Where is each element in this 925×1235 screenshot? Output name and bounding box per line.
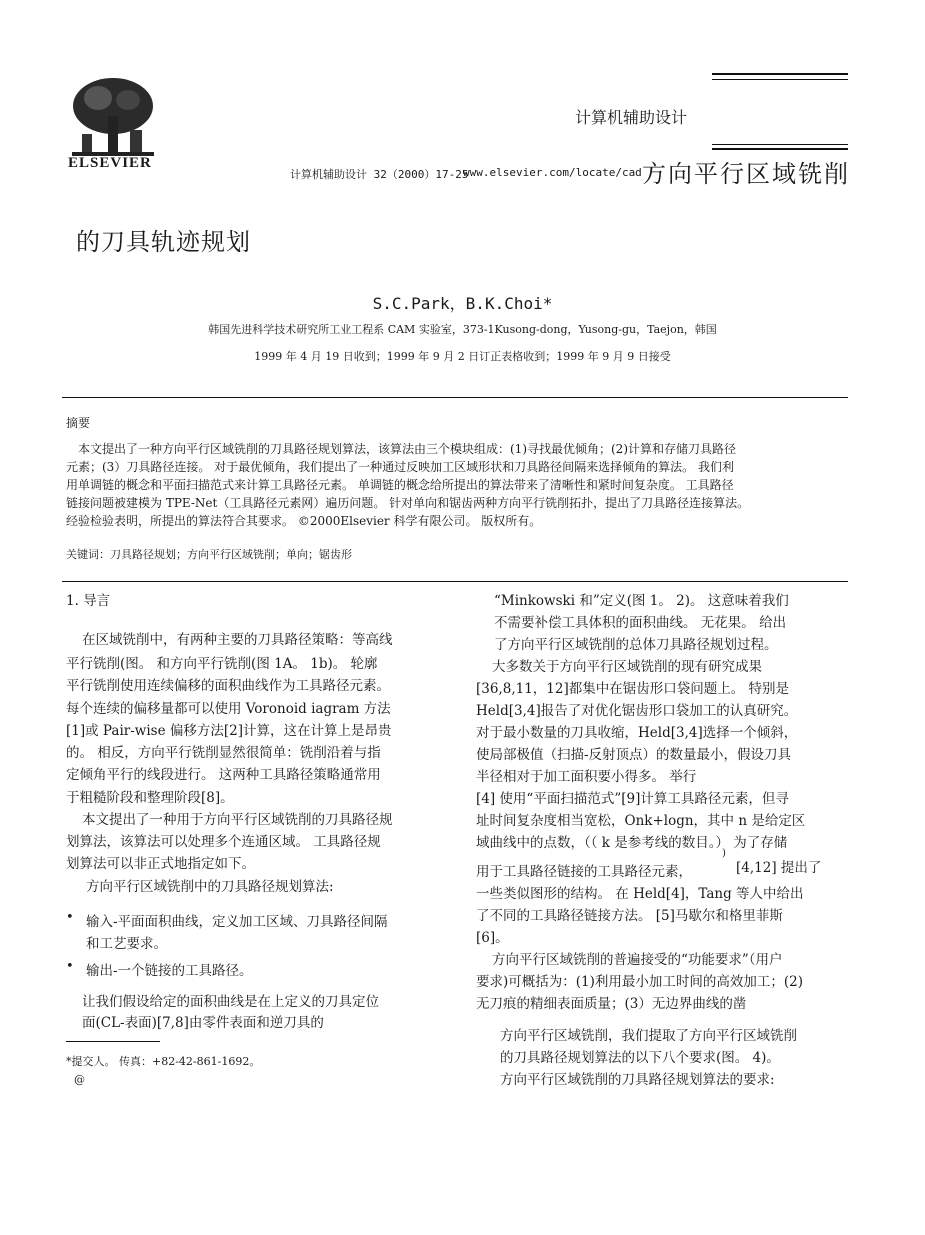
keywords: 关键词：刀具路径规划；方向平行区域铣削；单向；锯齿形 [66,548,352,561]
paragraph-line: 对于最小数量的刀具收缩，Held[3,4]选择一个倾斜， [476,725,798,741]
paragraph-line: Held[3,4]报告了对优化锯齿形口袋加工的认真研究。 [476,703,798,719]
paragraph-line: 大多数关于方向平行区域铣削的现有研究成果 [492,659,762,675]
citation: 计算机辅助设计 32（2000）17-25 [290,168,469,181]
abstract-line: 经验检验表明，所提出的算法符合其要求。 ©2000Elsevier 科学有限公司。 版权所有。 [66,514,542,528]
paragraph-line: 于粗糙阶段和整理阶段[8]。 [66,790,234,806]
paragraph-line: 一些类似图形的结构。 在 Held[4]，Tang 等人中给出 [476,886,804,902]
bullet-line: 输出-一个链接的工具路径。 [86,963,253,979]
paragraph-line: 平行铣削使用连续偏移的面积曲线作为工具路径元素。 [66,678,390,694]
abstract-line: 本文提出了一种方向平行区域铣削的刀具路径规划算法，该算法由三个模块组成：(1)寻找最优倾角；(2)计算和存储刀具路径 [78,442,737,456]
paragraph-line: 方向平行区域铣削的普遍接受的“功能要求”（用户 [492,952,783,968]
paragraph-line: “Minkowski 和”定义(图 1。 2)。 这意味着我们 [494,593,789,609]
paragraph-line: 不需要补偿工具体积的面积曲线。 无花果。 给出 [494,615,787,631]
footnote-rule [66,1041,160,1042]
abstract-line: 链接问题被建模为 TPE-Net（工具路径元素网）遍历问题。 针对单向和锯齿两种方向平行铣削拓扑，提出了刀具路径连接算法。 [66,496,750,510]
paragraph-line: 划算法，该算法可以处理多个连通区域。 工具路径规 [66,834,381,850]
publisher-name: ELSEVIER [68,155,152,171]
section-title: 1. 导言 [66,593,111,609]
left-column [66,0,446,1235]
authors: S.C.Park，B.K.Choi* [372,294,553,313]
paragraph-line: 本文提出了一种用于方向平行区域铣削的刀具路径规 [82,812,393,828]
footnote-at: @ [74,1073,85,1086]
journal-url[interactable]: www.elsevier.com/locate/cad [463,166,642,179]
paragraph-line: 了不同的工具路径链接方法。 [5]马歇尔和格里菲斯 [476,908,783,924]
received-dates: 1999 年 4 月 19 日收到；1999 年 9 月 2 日订正表格收到；1999 年 9 月 9 日接受 [254,350,671,363]
paragraph-line: 域曲线中的点数，（（ k 是参考线的数目。） 为了存储 [476,835,788,851]
paragraph-line: 用于工具路径链接的工具路径元素， [476,864,692,880]
paragraph-line: 每个连续的偏移量都可以使用 Voronoid iagram 方法 [66,701,391,717]
paragraph-line: 在区域铣削中，有两种主要的刀具路径策略：等高线 [82,632,393,648]
paragraph-line: 的刀具路径规划算法的以下八个要求(图。 4)。 [500,1050,780,1066]
paragraph-line: 无刀痕的精细表面质量；(3）无边界曲线的凿 [476,996,747,1012]
paragraph-line: 的。 相反，方向平行铣削显然很简单：铣削沿着与指 [66,745,381,761]
paper-title-line1: 方向平行区域铣削 [642,160,850,188]
superscript-paren: ) [722,848,726,859]
paragraph-line: 划算法可以非正式地指定如下。 [66,856,255,872]
paragraph-line: 定倾角平行的线段进行。 这两种工具路径策略通常用 [66,767,381,783]
footnote: *提交人。 传真：+82-42-861-1692。 [66,1055,261,1068]
journal-name: 计算机辅助设计 [575,108,688,127]
paragraph-line: [4] 使用“平面扫描范式”[9]计算工具路径元素，但寻 [476,791,789,807]
paragraph-line: 方向平行区域铣削的刀具路径规划算法的要求: [500,1072,775,1088]
paragraph-line: 方向平行区域铣削，我们提取了方向平行区域铣削 [500,1028,797,1044]
abstract-line: 用单调链的概念和平面扫描范式来计算工具路径元素。 单调链的概念给所提出的算法带来了清晰性和紧时间复杂度。 工具路径 [66,478,734,492]
paragraph-line: [6]。 [476,930,509,946]
abstract-line: 元素；(3）刀具路径连接。 对于最优倾角，我们提出了一种通过反映加工区域形状和刀具路径间隔来选择倾角的算法。 我们利 [66,460,734,474]
paragraph-line: 让我们假设给定的面积曲线是在上定义的刀具定位 [82,994,379,1010]
paragraph-line: 半径相对于加工面积要小得多。 举行 [476,769,697,785]
affiliation: 韩国先进科学技术研究所工业工程系 CAM 实验室，373-1Kusong-dong，Yusong-gu，Taejon，韩国 [208,323,717,336]
paragraph-line: 了方向平行区域铣削的总体刀具路径规划过程。 [494,637,778,653]
paragraph-line: 使局部极值（扫描-反射顶点）的数量最小，假设刀具 [476,747,792,763]
paragraph-line: 平行铣削(图。 和方向平行铣削(图 1A。 1b)。 轮廓 [66,656,378,672]
paper-title-line2: 的刀具轨迹规划 [76,228,251,256]
paragraph-line: [1]或 Pair-wise 偏移方法[2]计算，这在计算上是昂贵 [66,723,392,739]
paragraph-line: 要求)可概括为：(1)利用最小加工时间的高效加工；(2) [476,974,804,990]
paragraph-line: 方向平行区域铣削中的刀具路径规划算法: [86,879,334,895]
bullet-dot-icon: • [66,959,74,974]
right-column [476,0,861,1235]
paragraph-line-ref: [4,12] 提出了 [736,860,822,876]
paragraph-line: [36,8,11，12]都集中在锯齿形口袋问题上。 特别是 [476,681,790,697]
bullet-dot-icon: • [66,910,74,925]
bullet-line: 输入-平面面积曲线，定义加工区域、刀具路径间隔 [86,914,388,930]
abstract-heading: 摘要 [66,416,91,430]
bullet-line: 和工艺要求。 [86,936,167,952]
paragraph-line: 面(CL-表面)[7,8]由零件表面和逆刀具的 [82,1015,324,1031]
paragraph-line: 址时间复杂度相当宽松，Onk+logn，其中 n 是给定区 [476,813,806,829]
